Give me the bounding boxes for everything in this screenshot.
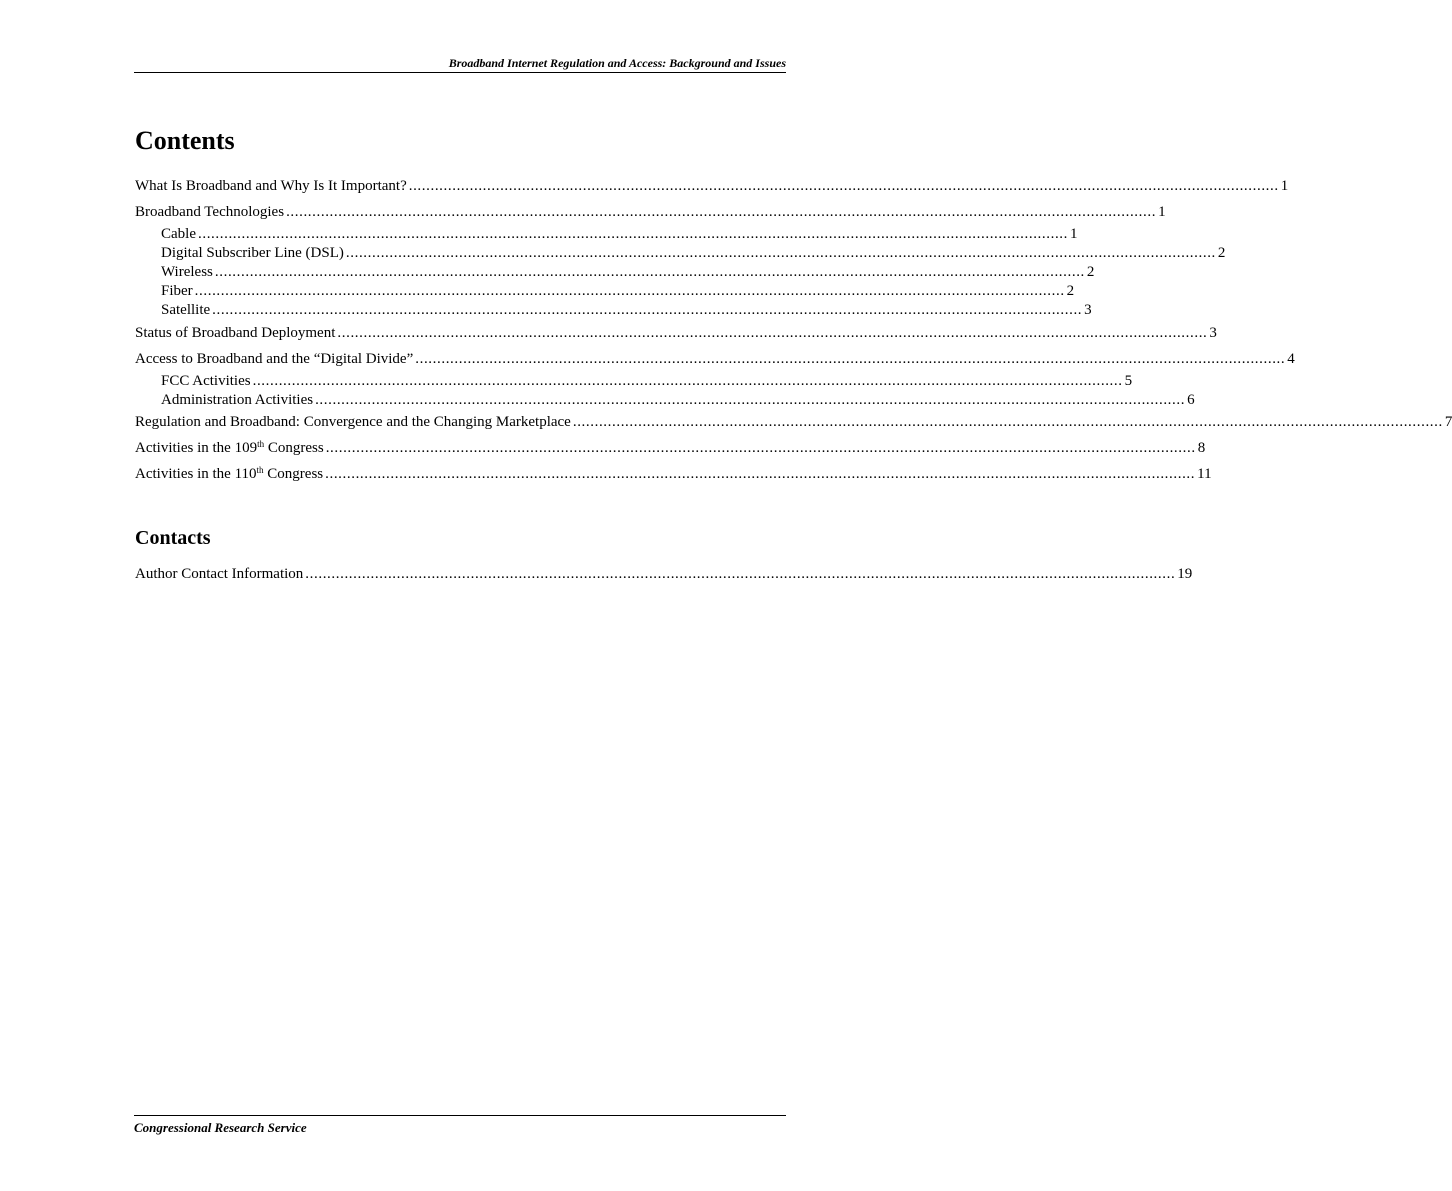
toc-entry-page: 3 — [1084, 302, 1092, 318]
ordinal-suffix: th — [257, 439, 265, 449]
label-suffix: Congress — [263, 466, 324, 482]
dot-leader: ........................................................................................................................................................................................................ — [325, 440, 1196, 456]
dot-leader: ........................................................................................................................................................................................................ — [198, 226, 1068, 242]
toc-entry-label: Access to Broadband and the “Digital Divide” — [135, 351, 414, 367]
toc-entry-label: FCC Activities — [161, 373, 251, 389]
dot-leader: ........................................................................................................................................................................................................ — [305, 566, 1176, 582]
toc-entry-page: 1 — [1070, 226, 1078, 242]
toc-subentry[interactable] — [161, 244, 1226, 262]
label-prefix: Activities in the 109 — [135, 440, 258, 456]
label-prefix: Activities in the 110 — [135, 466, 257, 482]
toc-entry-label: Wireless — [161, 264, 213, 280]
dot-leader: ........................................................................................................................................................................................................ — [345, 245, 1216, 261]
dot-leader: ........................................................................................................................................................................................................ — [212, 302, 1083, 318]
toc-entry[interactable] — [135, 465, 1212, 483]
toc-entry-page: 1 — [1280, 178, 1289, 194]
toc-entry[interactable] — [135, 439, 1206, 457]
toc-entry[interactable] — [135, 203, 1166, 221]
toc-entry-label — [135, 439, 324, 457]
toc-entry-page: 4 — [1287, 351, 1295, 367]
toc-entry-label: Regulation and Broadband: Convergence and the Changing Marketplace — [135, 414, 571, 430]
toc-entry-page: 7 — [1444, 414, 1452, 430]
toc-entry[interactable] — [135, 350, 1295, 368]
toc-entry-page: 2 — [1086, 264, 1095, 280]
dot-leader: ........................................................................................................................................................................................................ — [325, 466, 1196, 482]
dot-leader: ........................................................................................................................................................................................................ — [337, 325, 1208, 341]
ordinal-suffix: th — [256, 465, 264, 475]
toc-subentry[interactable] — [161, 391, 1195, 409]
toc-entry-page: 1 — [1158, 204, 1166, 220]
label-suffix: Congress — [264, 440, 324, 456]
toc-entry-label: Broadband Technologies — [135, 204, 285, 220]
toc-entry-page: 2 — [1217, 245, 1226, 261]
toc-entry-label: Fiber — [161, 283, 193, 299]
toc-entry-label: Satellite — [161, 302, 211, 318]
toc-entry-label: What Is Broadband and Why Is It Important? — [135, 178, 407, 194]
dot-leader: ........................................................................................................................................................................................................ — [408, 178, 1279, 194]
toc-subentry[interactable] — [161, 372, 1133, 390]
toc-entry-page: 5 — [1124, 373, 1133, 389]
dot-leader: ........................................................................................................................................................................................................ — [194, 283, 1065, 299]
toc-entry[interactable] — [135, 565, 1193, 583]
dot-leader: ........................................................................................................................................................................................................ — [252, 373, 1123, 389]
dot-leader: ........................................................................................................................................................................................................ — [415, 351, 1286, 367]
dot-leader: ........................................................................................................................................................................................................ — [572, 414, 1443, 430]
contents-heading: Contents — [135, 126, 235, 155]
running-header: Broadband Internet Regulation and Access: Background and Issues — [134, 56, 786, 73]
toc-entry-page: 6 — [1187, 392, 1195, 408]
dot-leader: ........................................................................................................................................................................................................ — [214, 264, 1085, 280]
toc-entry-label: Administration Activities — [161, 392, 314, 408]
toc-entry-label: Digital Subscriber Line (DSL) — [161, 245, 344, 261]
contacts-heading: Contacts — [135, 527, 211, 549]
toc-subentry[interactable] — [161, 225, 1078, 243]
dot-leader: ........................................................................................................................................................................................................ — [315, 392, 1186, 408]
toc-subentry[interactable] — [161, 263, 1095, 281]
toc-entry[interactable] — [135, 413, 1452, 431]
toc-entry-page: 11 — [1197, 466, 1212, 482]
toc-entry-page: 3 — [1209, 325, 1217, 341]
toc-entry-label: Cable — [161, 226, 196, 242]
running-footer: Congressional Research Service — [134, 1115, 786, 1136]
toc-entry-page: 8 — [1197, 440, 1206, 456]
dot-leader: ........................................................................................................................................................................................................ — [286, 204, 1157, 220]
toc-entry-label: Status of Broadband Deployment — [135, 325, 336, 341]
toc-entry-page: 19 — [1177, 566, 1193, 582]
toc-subentry[interactable] — [161, 301, 1092, 319]
toc-subentry[interactable] — [161, 282, 1075, 300]
toc-entry-label: Author Contact Information — [135, 566, 304, 582]
toc-entry[interactable] — [135, 324, 1217, 342]
toc-entry-label — [135, 465, 323, 483]
toc-entry-page: 2 — [1066, 283, 1075, 299]
toc-entry[interactable] — [135, 177, 1289, 195]
